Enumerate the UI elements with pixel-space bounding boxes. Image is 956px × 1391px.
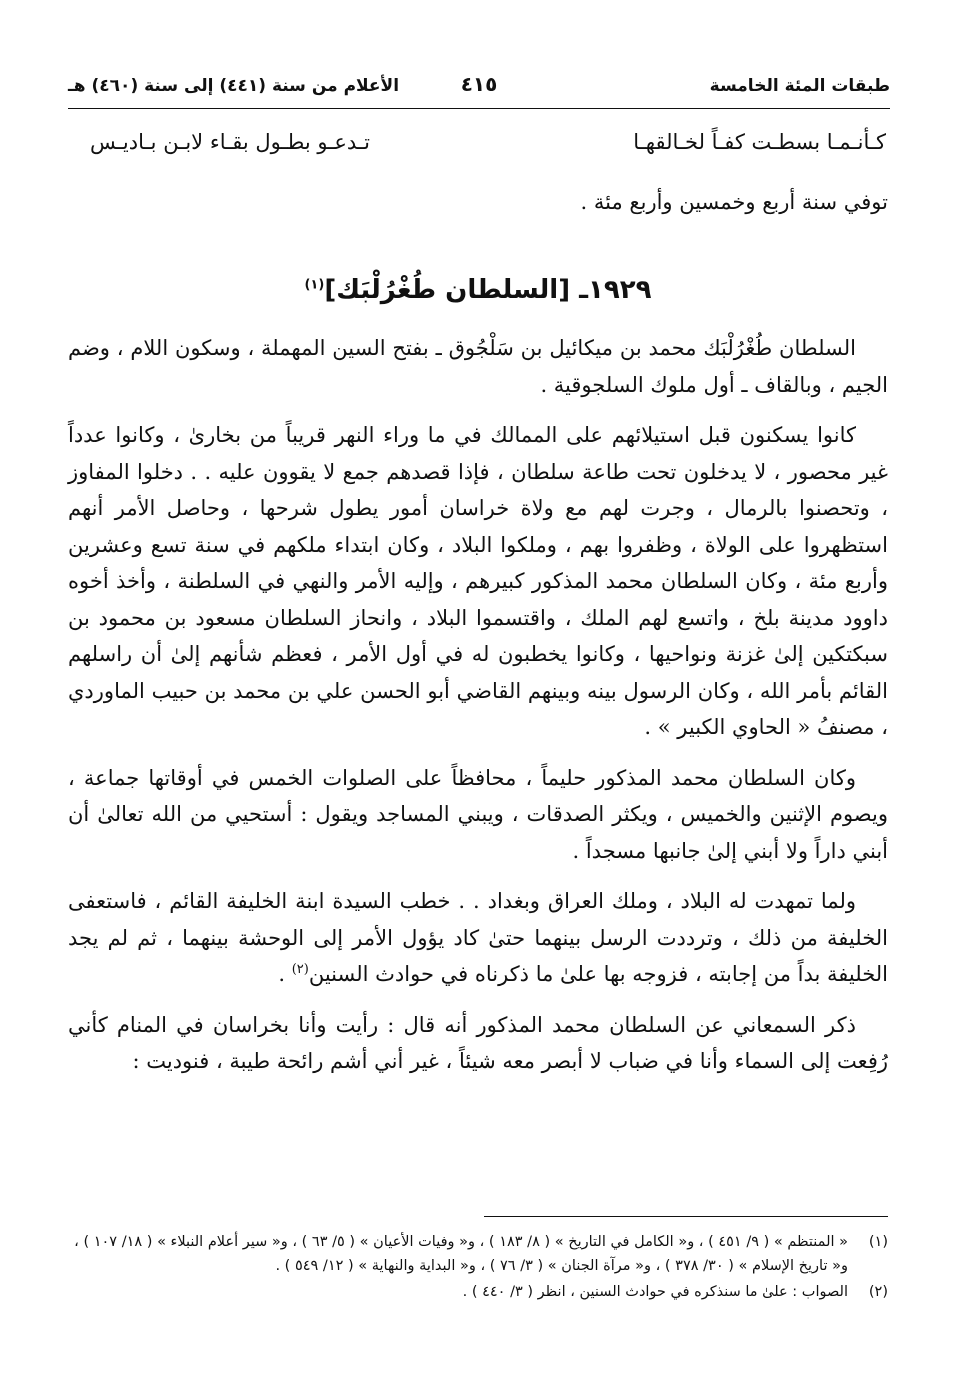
paragraph (68, 760, 888, 870)
footnote-separator (484, 1216, 888, 1217)
running-header (68, 68, 890, 109)
footnote-number: (١) (868, 1234, 888, 1250)
title-footnote-ref: (١) (304, 277, 325, 293)
poem-hemistich-right: كـأنـمـا بسطـت كفـاً لخـالقهـا (633, 130, 886, 154)
entry-title (0, 275, 956, 305)
paragraph (68, 330, 888, 403)
footnote (68, 1230, 888, 1278)
paragraph-tail: . (278, 962, 292, 986)
footnote-number: (٢) (868, 1284, 888, 1300)
paragraph-text: ولما تمهدت له البلاد ، وملك العراق وبغداد . . خطب السيدة ابنة الخليفة القائم ، فاستعفى الخليفة من ذلك ، وترددت الرسل بينهما حتىٰ كاد يؤول الأمر إلى الوحشة بينهما ، ثم لم يجد الخليفة بداً من إجابته ، فزوجه بها علىٰ ما ذكرناه في حوادث السنين (68, 889, 888, 986)
poem-hemistich-left: تـدعـو بطـول بقـاء لابـن بـاديـس (90, 130, 370, 154)
paragraph-text: السلطان طُغْرُلْبَك محمد بن ميكائيل بن سَلْجُوق ـ بفتح السين المهملة ، وسكون اللام ، وضم الجيم ، وبالقاف ـ أول ملوك السلجوقية . (68, 336, 888, 397)
paragraph (68, 883, 888, 993)
footnote (68, 1280, 888, 1304)
header-section-title: طبقات المئة الخامسة (709, 76, 890, 96)
header-volume-range: الأعلام من سنة (٤٤١) إلى سنة (٤٦٠) هـ (68, 76, 400, 96)
poem-verse (90, 124, 886, 164)
entry-body (68, 330, 888, 1094)
page-number: ٤١٥ (460, 72, 498, 96)
death-year-line: توفي سنة أربع وخمسين وأربع مئة . (580, 190, 888, 214)
footnote-text: الصواب : علىٰ ما سنذكره في حوادث السنين ، انظر ( ٣/ ٤٤٠ ) . (462, 1284, 848, 1300)
footnotes (68, 1230, 888, 1306)
footnote-ref: (٢) (291, 962, 309, 977)
paragraph (68, 1007, 888, 1080)
paragraph (68, 417, 888, 746)
entry-title-text: ١٩٢٩ـ [السلطان طُغْرُلْبَك] (324, 275, 652, 305)
footnote-text: « المنتظم » ( ٩/ ٤٥١ ) ، و« الكامل في التاريخ » ( ٨/ ١٨٣ ) ، و« وفيات الأعيان » ( ٥/ ٦٣ ) ، و« سير أعلام النبلاء » ( ١٨/ ١٠٧ ) ، و« تاريخ الإسلام » ( ٣٠/ ٣٧٨ ) ، و« مرآة الجنان » ( ٣/ ٧٦ ) ، و« البداية والنهاية » ( ١٢/ ٥٤٩ ) . (74, 1234, 848, 1274)
paragraph-text: ذكر السمعاني عن السلطان محمد المذكور أنه قال : رأيت وأنا بخراسان في المنام كأني رُفِعت إلى السماء وأنا في ضباب لا أبصر معه شيئاً ، غير أني أشم رائحة طيبة ، فنوديت : (68, 1012, 888, 1073)
paragraph-text: كانوا يسكنون قبل استيلائهم على الممالك في ما وراء النهر قريباً من بخارىٰ ، وكانوا عدداً غير محصور ، لا يدخلون تحت طاعة سلطان ، فإذا قصدهم جمع لا يقوون عليه . . دخلوا المفاوز ، وتحصنوا بالرمال ، وجرت لهم مع ولاة خراسان أمور يطول شرحها ، وحاصل الأمر أنهم استظهروا على الولاة ، وظفروا بهم ، وملكوا البلاد ، وكان ابتداء ملكهم في سنة تسع وعشرين وأربع مئة ، وكان السلطان محمد المذكور كبيرهم ، وإليه الأمر والنهي في السلطنة ، وأخذ أخوه داوود مدينة بلخ ، واتسع لهم الملك ، واقتسموا البلاد ، وانحاز السلطان مسعود بن محمود بن سبكتكين إلىٰ غزنة ونواحيها ، وكانوا يخطبون له في أول الأمر ، فعظم شأنهم إلىٰ أن راسلهم القائم بأمر الله ، وكان الرسول بينه وبينهم القاضي أبو الحسن علي بن محمد بن حبيب الماوردي ، مصنفُ « الحاوي الكبير » . (68, 423, 888, 739)
paragraph-text: وكان السلطان محمد المذكور حليماً ، محافظاً على الصلوات الخمس في أوقاتها جماعة ، ويصوم الإثنين والخميس ، ويكثر الصدقات ، ويبني المساجد ويقول : أستحيي من الله تعالىٰ أن أبني داراً ولا أبني إلىٰ جانبها مسجداً . (68, 765, 888, 863)
